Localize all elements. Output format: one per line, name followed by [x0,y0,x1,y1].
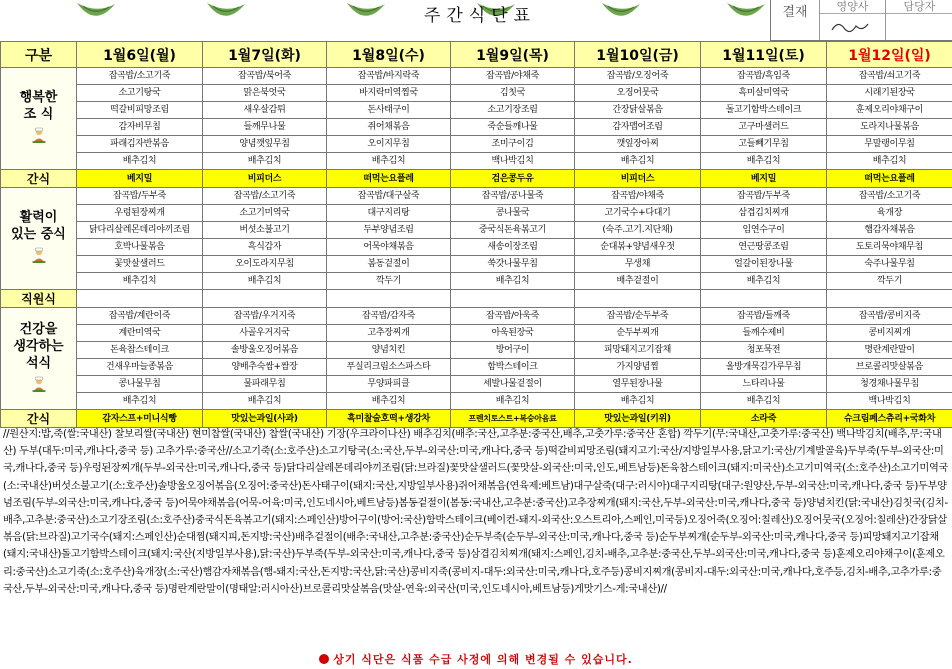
table-row [1,153,952,170]
menu-item: 배추김치 [575,153,701,170]
chef-icon [31,247,47,263]
breakfast-label: 행복한 조 식 [19,90,58,122]
menu-item: 잡곡밥/대구살죽 [327,188,451,205]
menu-item: 돌고기함박스테이크 [701,102,827,119]
menu-item: 배추김치 [203,273,327,290]
menu-item: 백나박김치 [827,393,952,410]
signature-icon [830,18,870,36]
menu-item: 바지락미역찜국 [327,85,451,102]
snack1-row [1,170,952,188]
menu-item: 잡곡밥/소고기죽 [203,188,327,205]
snack-item: 비피더스 [203,170,327,188]
menu-item: 잡곡밥/북어죽 [203,68,327,85]
approval-role: 영양사 [820,0,885,14]
menu-item: 잡곡밥/오징어죽 [575,68,701,85]
menu-item: 잡곡밥/야채죽 [451,68,575,85]
menu-item: 물파래무침 [203,376,327,393]
menu-item: 콩비지찌개 [827,325,952,342]
menu-item: 배추김치 [827,153,952,170]
menu-item: 잡곡밥/계란이죽 [77,308,203,325]
lunch-label-cell [1,188,77,290]
menu-item: 무말랭이무침 [827,136,952,153]
snack-item: 흑미찰술호떡+생강차 [327,410,451,428]
table-row [1,188,952,205]
lunch-label: 활력이 있는 중식 [11,210,66,242]
menu-item: 배추김치 [701,393,827,410]
staff-meal-label: 직원식 [1,290,77,308]
menu-item: 햄감자채볶음 [827,222,952,239]
snack-item: 프렌치토스트+복숭아음료 [451,410,575,428]
menu-item: 오이지무침 [327,136,451,153]
table-row [1,222,952,239]
menu-item: 건새우마늘종볶음 [77,359,203,376]
menu-item: 떡갈비피망조림 [77,102,203,119]
menu-item: 배추김치 [575,393,701,410]
menu-item: 도라지나물볶음 [827,119,952,136]
day-header: 1월6일(월) [77,42,203,68]
snack-item: 비피더스 [575,170,701,188]
snack1-label: 간식 [1,170,77,188]
leaf-decoration-icon [205,0,247,26]
menu-item: 소고기탕국 [77,85,203,102]
menu-item: 순대볶+양념새우젓 [575,239,701,256]
menu-item: 양념깻잎무침 [203,136,327,153]
menu-table [0,41,952,428]
approval-slot-manager [885,0,952,40]
alert-icon [319,654,329,664]
table-row [1,342,952,359]
empty-cell [203,290,327,308]
menu-item: 푸실리크림소스파스타 [327,359,451,376]
menu-item: 연근땅콩조림 [701,239,827,256]
empty-cell [327,290,451,308]
menu-item: 고구마샐러드 [701,119,827,136]
chef-icon [31,376,47,392]
table-row [1,102,952,119]
menu-item: 배추김치 [451,393,575,410]
chef-icon [31,127,47,143]
menu-item: 올방개묵김가루무침 [701,359,827,376]
menu-item: 잡곡밥/아욱죽 [451,308,575,325]
menu-item: 백나박김치 [451,153,575,170]
snack-item: 맛있는과일(사과) [203,410,327,428]
table-row [1,119,952,136]
menu-item: 배추김치 [203,393,327,410]
menu-item: 무생채 [575,256,701,273]
snack-item: 베지밀 [77,170,203,188]
menu-item: 파래김자반볶음 [77,136,203,153]
table-row [1,85,952,102]
menu-item: 잡곡밥/공나물죽 [451,188,575,205]
menu-item: 콩나물국 [451,205,575,222]
menu-item: 방어구이 [451,342,575,359]
table-row [1,393,952,410]
snack-item: 소라죽 [701,410,827,428]
menu-item: 쑥갓나물무침 [451,256,575,273]
menu-item: 중국식돈육볶고기 [451,222,575,239]
corner-label: 구분 [1,42,77,68]
menu-item: 가지양념찜 [575,359,701,376]
menu-item: 감자비무침 [77,119,203,136]
menu-item: 우렁된장찌개 [77,205,203,222]
menu-item: 청포묵전 [701,342,827,359]
menu-item: 잡곡밥/들깨죽 [701,308,827,325]
table-row [1,308,952,325]
menu-item: 양념치킨 [327,342,451,359]
snack-item: 슈크림페스츄리+국화차 [827,410,952,428]
menu-item: 무양파피클 [327,376,451,393]
menu-item: 오징어뭇국 [575,85,701,102]
approval-box [770,0,952,41]
menu-item: 배추김치 [77,273,203,290]
menu-item: 삼겹김치찌개 [701,205,827,222]
menu-item: 대구지리탕 [327,205,451,222]
menu-item: 배추김치 [451,273,575,290]
menu-item: 잡곡밥/소고기죽 [77,68,203,85]
snack-item: 떠먹는요플레 [327,170,451,188]
menu-item: 양배추숙쌈+쌈장 [203,359,327,376]
menu-item: 배추김치 [203,153,327,170]
menu-item: 시래기된장국 [827,85,952,102]
menu-item: 맑은북엇국 [203,85,327,102]
menu-item: 오이도라지무침 [203,256,327,273]
menu-item: 돈육참스테이크 [77,342,203,359]
menu-item: 육개장 [827,205,952,222]
menu-item: 꽃맛살샐러드 [77,256,203,273]
dinner-label: 건강을 생각하는 석식 [13,321,64,371]
menu-item: 배추김치 [327,153,451,170]
menu-item: 잡곡밥/순두부죽 [575,308,701,325]
day-header: 1월9일(목) [451,42,575,68]
menu-item: 잡곡밥/감자죽 [327,308,451,325]
table-row [1,359,952,376]
menu-item: 잡곡밥/흑임죽 [701,68,827,85]
day-header: 1월7일(화) [203,42,327,68]
menu-item: 느타리나물 [701,376,827,393]
table-row [1,205,952,222]
snack2-row [1,410,952,428]
menu-item: 콩나물무침 [77,376,203,393]
menu-item: 배추김치 [701,153,827,170]
change-notice [0,651,952,669]
leaf-decoration-icon [75,0,117,26]
menu-item: 들깨무나물 [203,119,327,136]
table-row [1,256,952,273]
menu-item: 고기국수+다대기 [575,205,701,222]
menu-item: 흑식감자 [203,239,327,256]
menu-item: 소고기장조림 [451,102,575,119]
dinner-label-cell [1,308,77,410]
menu-item: 배추겉절이 [575,273,701,290]
snack-item: 베지밀 [701,170,827,188]
menu-item: 흑미살미역국 [701,85,827,102]
menu-item: 훈제오리야채구이 [827,102,952,119]
menu-item: 세발나물겉절이 [451,376,575,393]
menu-item: 잡곡밥/콩비지죽 [827,308,952,325]
menu-item: 죽순들깨나물 [451,119,575,136]
empty-cell [701,290,827,308]
menu-item: 잡곡밥/소고기죽 [827,188,952,205]
day-header: 1월8일(수) [327,42,451,68]
leaf-decoration-icon [725,0,767,26]
menu-item: 잡곡밥/바지락죽 [327,68,451,85]
menu-item: 잡곡밥/두부죽 [701,188,827,205]
menu-item: 잡곡밥/두부죽 [77,188,203,205]
day-header: 1월12일(일) [827,42,952,68]
notice-text: 상기 식단은 식품 수급 사정에 의해 변경될 수 있습니다. [333,653,633,666]
menu-item: 잡곡밥/우거지죽 [203,308,327,325]
menu-item: 순두부찌개 [575,325,701,342]
menu-item: 깍두기 [827,273,952,290]
menu-item: 감자맵어조림 [575,119,701,136]
table-row [1,376,952,393]
menu-item: 얼갈이된장나물 [701,256,827,273]
menu-item: 어묵야채볶음 [327,239,451,256]
menu-item: 임연수구이 [701,222,827,239]
empty-cell [77,290,203,308]
menu-item: 버섯소불고기 [203,222,327,239]
snack-item: 떠먹는요플레 [827,170,952,188]
menu-item: 고추장찌개 [327,325,451,342]
menu-item: 봄동겉절이 [327,256,451,273]
page-title: 주간식단표 [423,6,537,26]
menu-item: 닭다리살레몬데리야끼조림 [77,222,203,239]
table-row [1,325,952,342]
approval-slot-dietitian [819,0,885,40]
menu-item: 배추김치 [77,153,203,170]
menu-item: 배추김치 [327,393,451,410]
menu-item: 고들빼기무침 [701,136,827,153]
menu-item: 쥐어채볶음 [327,119,451,136]
menu-item: 조미구이김 [451,136,575,153]
snack-item: 검은콩두유 [451,170,575,188]
menu-item: 도토리묵야채무침 [827,239,952,256]
approval-role: 담당자 [886,0,952,14]
menu-item: 브로콜리맛살볶음 [827,359,952,376]
menu-item: 새우살감튀 [203,102,327,119]
empty-cell [451,290,575,308]
menu-item: 명란계란말이 [827,342,952,359]
table-row [1,273,952,290]
menu-item: 청경채나물무침 [827,376,952,393]
day-header: 1월11일(토) [701,42,827,68]
menu-item: 배추김치 [77,393,203,410]
menu-item: 깍두기 [327,273,451,290]
day-header: 1월10일(금) [575,42,701,68]
menu-item: 소고기미역국 [203,205,327,222]
menu-item: 솔방울오징어볶음 [203,342,327,359]
menu-item: 호박나물볶음 [77,239,203,256]
table-row [1,136,952,153]
menu-item: 함박스테이크 [451,359,575,376]
menu-item: 새송이장조림 [451,239,575,256]
menu-item: 돈사태구이 [327,102,451,119]
empty-cell [827,290,952,308]
table-row [1,239,952,256]
menu-item: 열무된장나물 [575,376,701,393]
day-header-row [1,42,952,68]
snack-item: 감자스프+미니식빵 [77,410,203,428]
menu-item: 숙주나물무침 [827,256,952,273]
menu-item: 잡곡밥/쇠고기죽 [827,68,952,85]
origin-notes: //원산지:밥,죽(쌀:국내산) 찰보리쌀(국내산) 현미찹쌀(국내산) 찹쌀(국내산) 기장(우크라이나산) 배추김치(배추:국산,고추분:중국산,배추,고춧가루:중국산 혼합) 깍두기(무:국내산,고춧가루:중국산) 백나박김치(배추,무:국내산) 두부(대두:미국,캐나다,중국 등) 고추가루:중국산//소고기죽(소:호주산)소고기탕국(소:국산,두부-외국산:미국,캐나다,중국 등)떡갈비피망조림(돼지고기:국산/지방일부사용,닭고기:국산/기계발골육)두부죽(두부-외국산:미국,캐나다,중국 등)우렁된장찌개(두부-외국산:미국,캐나다,중국 등)닭다리살레몬데리야끼조림(닭:브라질)꽃맛살샐러드(꽃맛살-외국산:미국,인도,베트남등)돈육참스테이크(돼지:미국산)소고기미역국(소:호주산)소고기미역국(소:국내산)버섯소불고기(소:호주산)솔방울오징어볶음(오징어:중국산)돈사태구이(돼지:국산,지방일부사용)쥐어채볶음(연육제:베트남)대구살죽(대구:러시아)대구지리탕(대구:원양산,두부-외국산:미국,캐나다,중국 등)두부양념조림(두부-외국산:미국,캐나다,중국 등)어묵야채볶음(어묵-어육:미국,인도네시아,베트남등)봄동겉절이(봄동:국내산,고추분:중국산)고추장찌개(돼지:국산,두부-외국산:미국,캐나다,중국 등)양념치킨(닭:국내산)김칫국(김치-배추,고추분:중국산)소고기장조림(소:호주산)중국식돈육볶고기(돼지:스페인산)방어구이(방어:국산)함박스테이크(베이컨-돼지-외국산:오스트리아,스페인,미국등)오징어죽(오징어:칠레산)오징어뭇국(오징어:칠레산)간장닭살볶음(닭:브라질)고기국수(돼지:스페인산)순대찜(돼지피,돈지방:국산)배추겉절이(배추:국내산,고추분:중국산)순두부죽(순두부-외국산:미국,캐나다,중국 등)순두부찌개(순두부-외국산:미국,캐나다,중국 등)피망돼지고기잡채(돼지:국내산)돌고기함박스테이크(돼지:국산(지방일부사용),닭:국산)두부죽(두부-외국산:미국,캐나다,중국 등)삼겹김치찌개(돼지:스페인,김치-배추,고추분:중국산,두부-외국산:미국,캐나다,중국 등)훈제오리야채구이(훈제오리:중국산)소고기죽(소:호주산)육개장(소:국산)햄감자채볶음(햄-돼지:국산,돈지방:국산,닭:국산)콩비지죽(콩비지-대두:외국산:미국,캐나다,호주등)콩비지찌개(콩비지-대두:외국산:미국,캐나다,호주등,김치-배추,고추가루:중국산,두부-외국산:미국,캐나다,중국 등)명란계란말이(명태알:러시아산)브로콜리맛살볶음(맛살-연육:외국산(미국,인도네시아,베트남등)게맛기스-게:국내산)// [3,429,949,595]
approval-label: 결재 [782,5,808,20]
menu-item: 배추김치 [701,273,827,290]
empty-cell [575,290,701,308]
menu-item: 사골우거지국 [203,325,327,342]
menu-item: 아욱된장국 [451,325,575,342]
snack-item: 맛있는과일(키위) [575,410,701,428]
menu-item: 김칫국 [451,85,575,102]
menu-item: 계란미역국 [77,325,203,342]
menu-item: 피망돼지고기잡채 [575,342,701,359]
breakfast-label-cell [1,68,77,170]
menu-item: (숙주.고기.지단채) [575,222,701,239]
snack2-label: 간식 [1,410,77,428]
sheet-header [0,0,952,41]
menu-item: 간장닭살볶음 [575,102,701,119]
menu-item: 잡곡밥/야채죽 [575,188,701,205]
menu-item: 깻잎장아찌 [575,136,701,153]
table-row [1,68,952,85]
staff-meal-row [1,290,952,308]
menu-item: 두부양념조림 [327,222,451,239]
menu-item: 들깨수제비 [701,325,827,342]
